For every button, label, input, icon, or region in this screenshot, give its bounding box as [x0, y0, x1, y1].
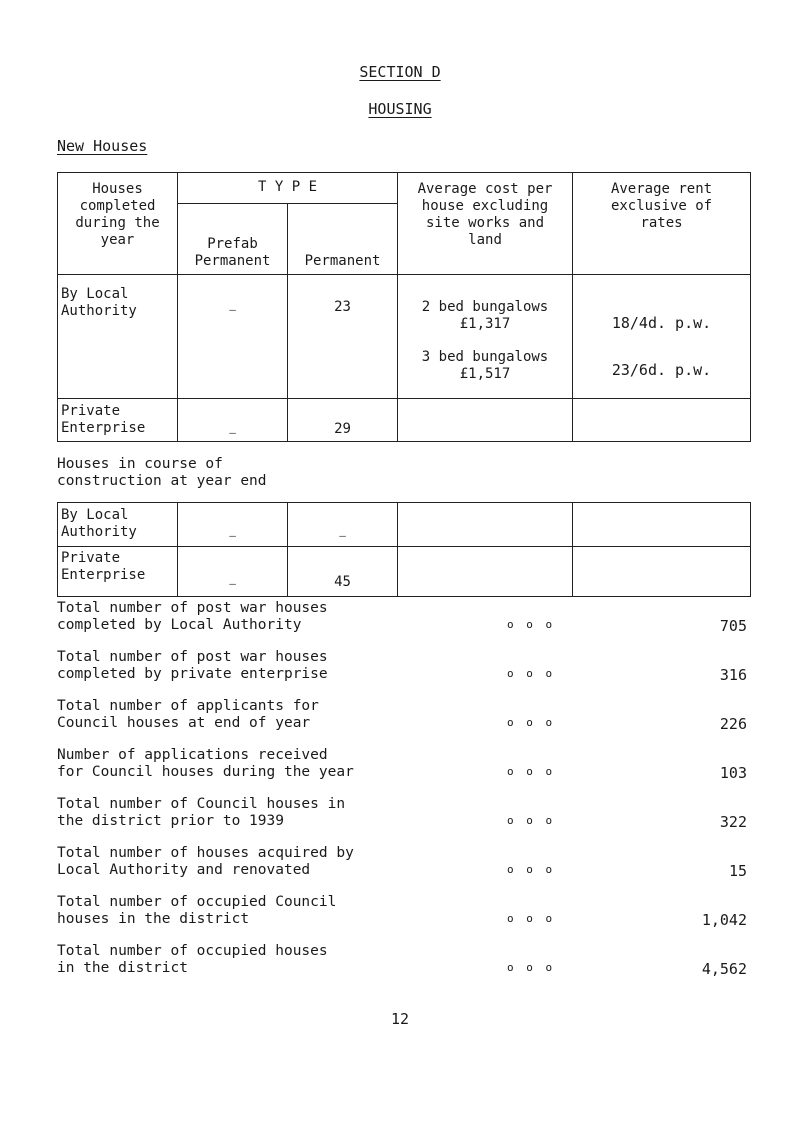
construction-local-authority-label: By Local Authority [58, 503, 178, 547]
permanent-header: Permanent [288, 204, 398, 275]
summary-value: 103 [719, 764, 747, 782]
construction-permanent-pe: 45 [288, 547, 398, 597]
prefab-pe-value: – [229, 426, 236, 439]
average-cost-values: 2 bed bungalows £1,317 3 bed bungalows £1,517 [398, 275, 573, 399]
summary-value: 4,562 [701, 960, 747, 978]
summary-text: Total number of occupied houses in the district [57, 943, 328, 976]
construction-private-enterprise-label: Private Enterprise [58, 547, 178, 597]
new-houses-table [57, 172, 751, 442]
construction-permanent-la: – [339, 529, 346, 542]
leader-dots: o o o [507, 667, 556, 680]
summary-value: 15 [728, 862, 747, 880]
prefab-header: Prefab Permanent [178, 204, 288, 275]
new-houses-heading: New Houses [57, 137, 148, 155]
permanent-pe-value: 29 [288, 399, 398, 442]
summary-value: 1,042 [701, 911, 747, 929]
summary-row [57, 894, 747, 943]
leader-dots: o o o [507, 618, 556, 631]
local-authority-label: By Local Authority [58, 275, 178, 399]
summary-value: 316 [719, 666, 747, 684]
housing-heading: HOUSING [368, 100, 432, 118]
leader-dots: o o o [507, 961, 556, 974]
construction-prefab-pe: – [229, 577, 236, 590]
average-cost-header: Average cost per house excluding site works and land [398, 173, 573, 275]
summary-text: Total number of post war houses completed by Local Authority [57, 600, 328, 633]
section-heading: SECTION D [359, 63, 441, 81]
summary-text: Total number of Council houses in the district prior to 1939 [57, 796, 346, 829]
summary-row [57, 698, 747, 747]
summary-text: Total number of houses acquired by Local Authority and renovated [57, 845, 354, 878]
leader-dots: o o o [507, 912, 556, 925]
construction-table [57, 502, 751, 597]
average-rent-values: 18/4d. p.w. 23/6d. p.w. [573, 275, 751, 399]
summary-value: 226 [719, 715, 747, 733]
summary-row [57, 796, 747, 845]
page-number: 12 [390, 1010, 410, 1028]
leader-dots: o o o [507, 814, 556, 827]
construction-prefab-la: – [229, 529, 236, 542]
prefab-la-value: – [229, 303, 236, 316]
leader-dots: o o o [507, 765, 556, 778]
summary-text: Number of applications received for Council houses during the year [57, 747, 354, 780]
type-header: T Y P E [178, 173, 398, 204]
leader-dots: o o o [507, 716, 556, 729]
summary-row [57, 845, 747, 894]
private-enterprise-label: Private Enterprise [58, 399, 178, 442]
average-rent-header: Average rent exclusive of rates [573, 173, 751, 275]
houses-completed-header: Houses completed during the year [58, 173, 178, 275]
summary-row [57, 943, 747, 992]
summary-row [57, 649, 747, 698]
permanent-la-value: 23 [288, 275, 398, 399]
summary-value: 322 [719, 813, 747, 831]
summary-list [57, 600, 747, 992]
summary-row [57, 600, 747, 649]
summary-text: Total number of applicants for Council houses at end of year [57, 698, 319, 731]
summary-value: 705 [719, 617, 747, 635]
leader-dots: o o o [507, 863, 556, 876]
summary-text: Total number of occupied Council houses in the district [57, 894, 337, 927]
summary-row [57, 747, 747, 796]
construction-heading: Houses in course of construction at year end [57, 456, 267, 489]
summary-text: Total number of post war houses completed by private enterprise [57, 649, 328, 682]
